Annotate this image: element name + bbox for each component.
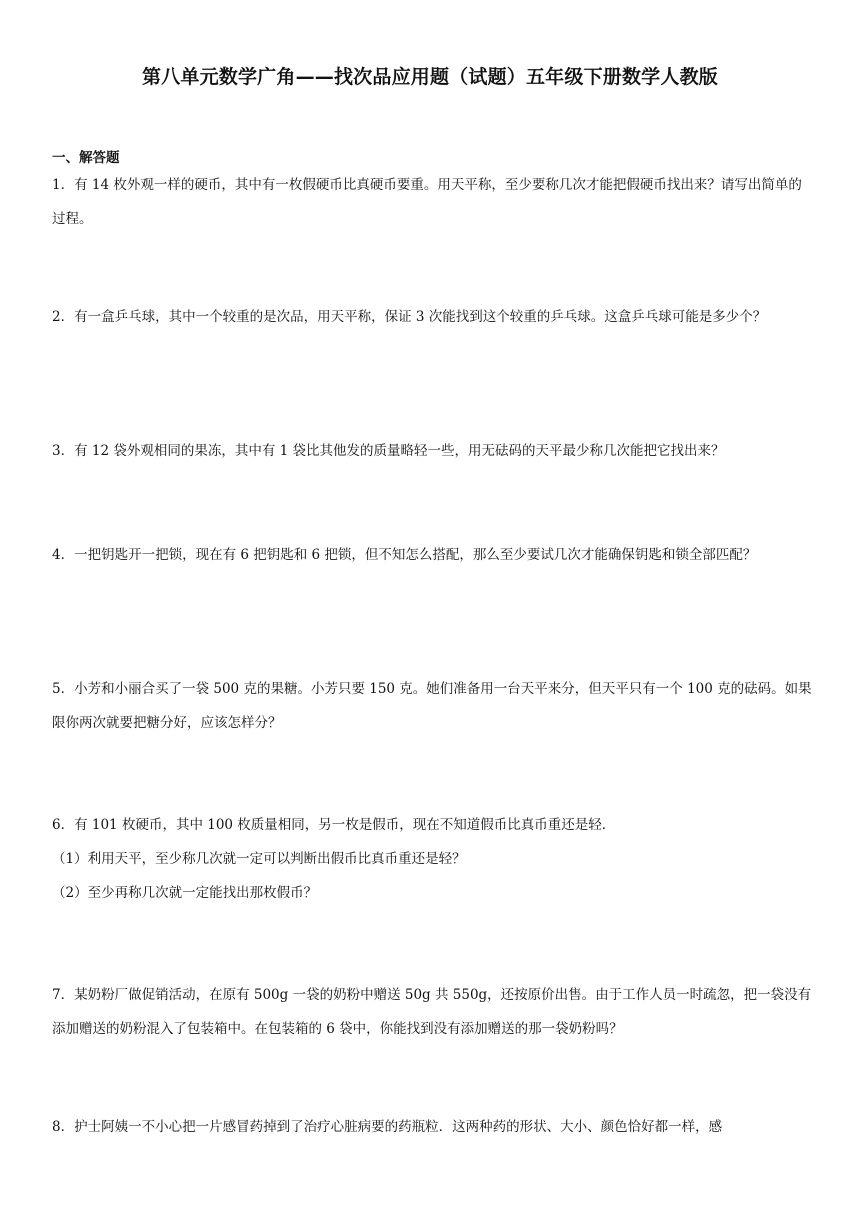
question-text: 3．有 12 袋外观相同的果冻，其中有 1 袋比其他发的质量略轻一些，用无砝码的天平最少称几次能把它找出来？ (52, 443, 725, 459)
question-8 (52, 1110, 812, 1144)
question-text: 6．有 101 枚硬币，其中 100 枚质量相同，另一枚是假币，现在不知道假币比真币重还是轻． (52, 817, 616, 833)
question-4 (52, 538, 812, 572)
section-heading: 一、解答题 (52, 150, 120, 166)
question-text: 8．护士阿姨一不小心把一片感冒药掉到了治疗心脏病要的药瓶粒．这两种药的形状、大小、颜色恰好都一样，感 (52, 1119, 723, 1135)
question-6 (52, 808, 812, 910)
question-1 (52, 168, 812, 236)
question-5 (52, 672, 812, 740)
question-6-part-2: （2）至少再称几次就一定能找出那枚假币？ (52, 885, 318, 901)
question-text: 2．有一盒乒乓球，其中一个较重的是次品，用天平称，保证 3 次能找到这个较重的乒乓球。这盒乒乓球可能是多少个？ (52, 309, 767, 325)
question-7 (52, 978, 812, 1046)
document-title: 第八单元数学广角——找次品应用题（试题）五年级下册数学人教版 (141, 66, 718, 88)
question-text: 1．有 14 枚外观一样的硬币，其中有一枚假硬币比真硬币要重。用天平称，至少要称几次才能把假硬币找出来？请写出简单的过程。 (52, 177, 802, 227)
question-text: 7．某奶粉厂做促销活动，在原有 500g 一袋的奶粉中赠送 50g 共 550g，还按原价出售。由于工作人员一时疏忽，把一袋没有添加赠送的奶粉混入了包装箱中。在包装箱的 6 袋中，你能找到没有添加赠送的那一袋奶粉吗？ (52, 987, 812, 1037)
question-3 (52, 434, 812, 468)
question-2 (52, 300, 812, 334)
question-text: 5．小芳和小丽合买了一袋 500 克的果糖。小芳只要 150 克。她们准备用一台天平来分，但天平只有一个 100 克的砝码。如果限你两次就要把糖分好，应该怎样分？ (52, 681, 812, 731)
question-6-part-1: （1）利用天平，至少称几次就一定可以判断出假币比真币重还是轻？ (52, 851, 466, 867)
question-text: 4．一把钥匙开一把锁，现在有 6 把钥匙和 6 把锁，但不知怎么搭配，那么至少要试几次才能确保钥匙和锁全部匹配？ (52, 547, 757, 563)
